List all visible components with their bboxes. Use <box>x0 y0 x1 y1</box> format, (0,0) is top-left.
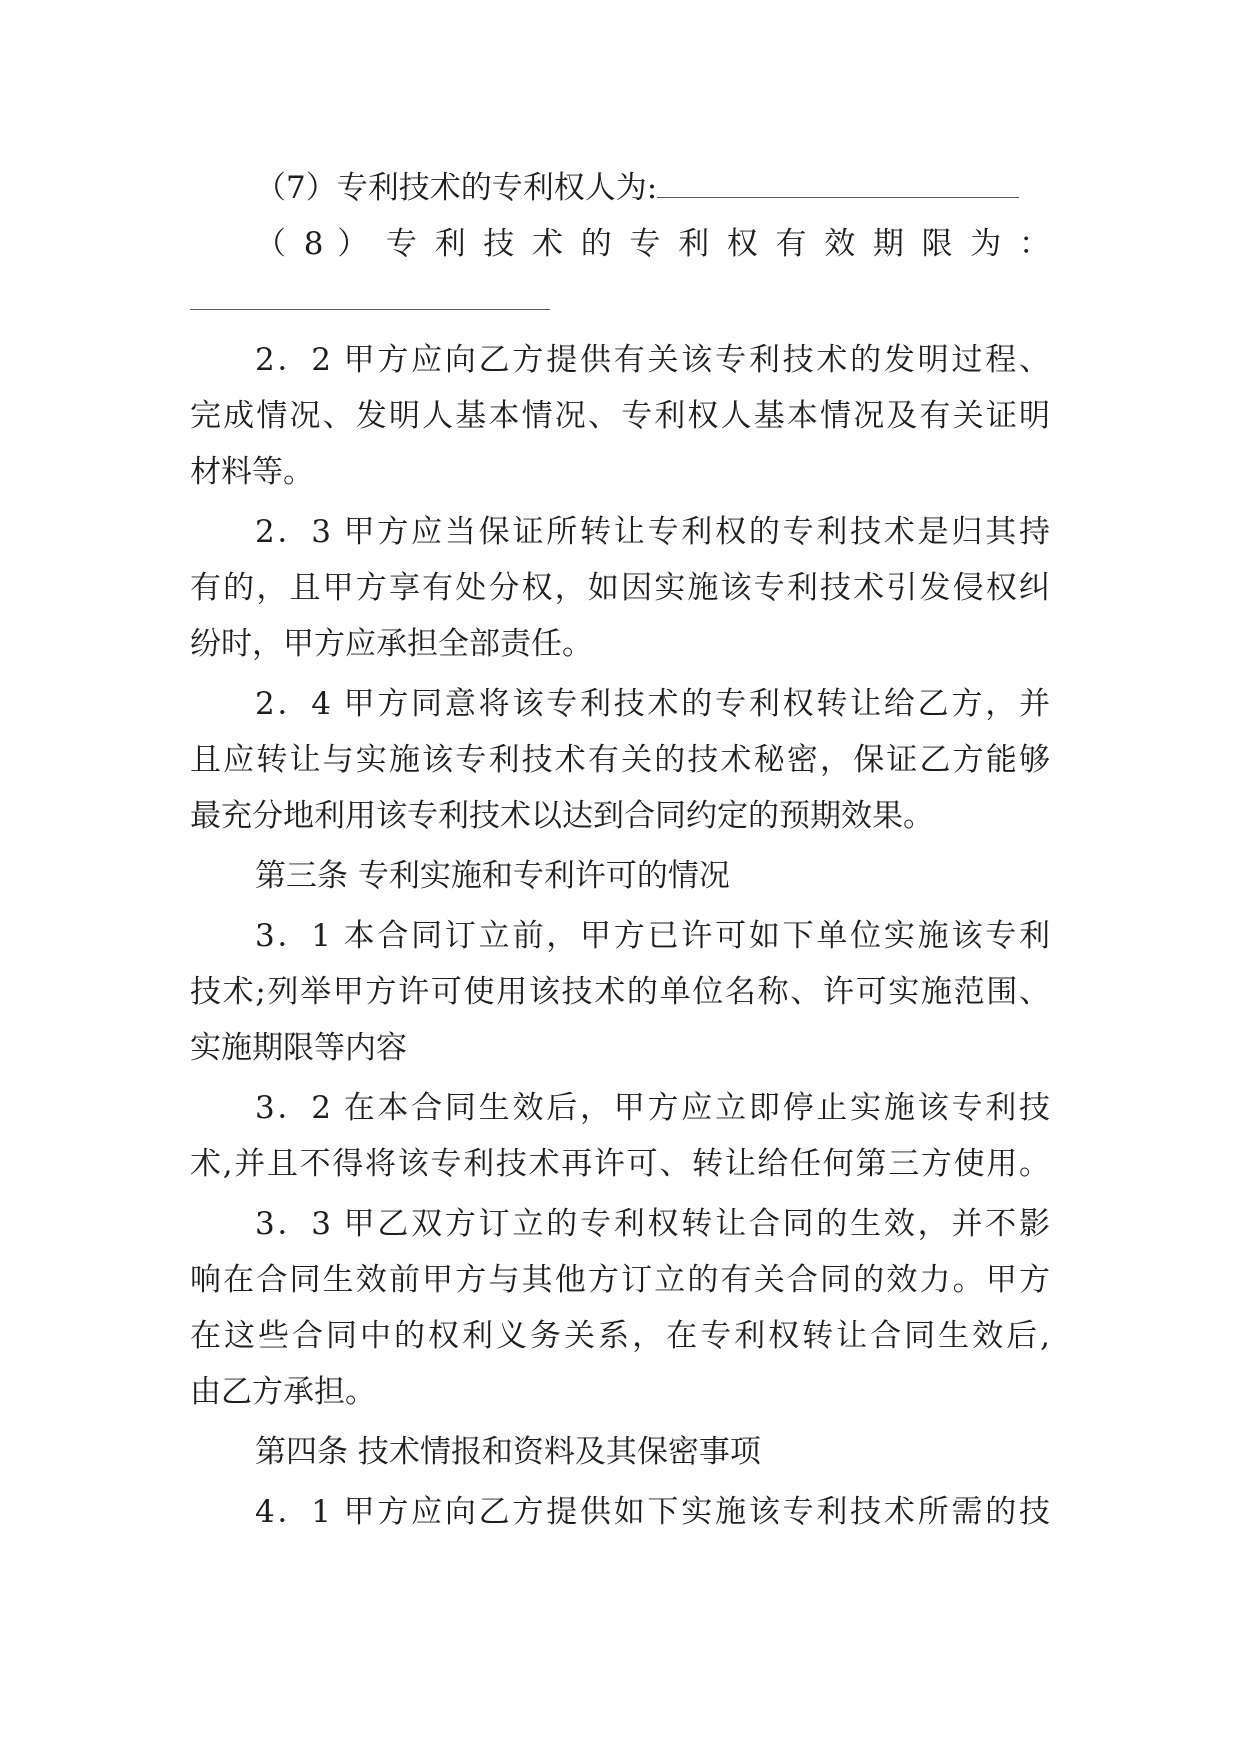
text-line: 实施期限等内容 <box>190 1030 407 1066</box>
line-text: （7）专利技术的专利权人为: <box>255 170 658 206</box>
fill-in-blank <box>190 281 550 310</box>
text-line: 最充分地利用该专利技术以达到合同约定的预期效果。 <box>190 798 934 834</box>
text-line <box>255 168 1050 208</box>
text-line: 术,并且不得将该专利技术再许可、转让给任何第三方使用。 <box>190 1146 1050 1182</box>
text-line: 且应转让与实施该专利技术有关的技术秘密，保证乙方能够 <box>190 742 1050 778</box>
text-line: 由乙方承担。 <box>190 1374 376 1410</box>
text-line: 在这些合同中的权利义务关系，在专利权转让合同生效后, <box>190 1318 1050 1354</box>
text-line: 3．3 甲乙双方订立的专利权转让合同的生效，并不影 <box>255 1206 1050 1242</box>
text-line: 材料等。 <box>190 454 314 490</box>
text-line: 有的，且甲方享有处分权，如因实施该专利技术引发侵权纠 <box>190 570 1050 606</box>
text-line: 技术;列举甲方许可使用该技术的单位名称、许可实施范围、 <box>190 974 1050 1010</box>
text-line: 4．1 甲方应向乙方提供如下实施该专利技术所需的技 <box>255 1494 1050 1530</box>
text-line: 响在合同生效前甲方与其他方订立的有关合同的效力。甲方 <box>190 1262 1050 1298</box>
text-line: 2．3 甲方应当保证所转让专利权的专利技术是归其持 <box>255 514 1050 550</box>
text-line <box>190 280 1050 320</box>
section-heading: 第四条 技术情报和资料及其保密事项 <box>255 1434 761 1470</box>
fill-in-blank <box>657 169 1019 198</box>
text-line: 纷时，甲方应承担全部责任。 <box>190 626 593 662</box>
text-line: 3．1 本合同订立前，甲方已许可如下单位实施该专利 <box>255 918 1050 954</box>
text-line: 2．2 甲方应向乙方提供有关该专利技术的发明过程、 <box>255 342 1050 378</box>
text-line: 2．4 甲方同意将该专利技术的专利权转让给乙方，并 <box>255 686 1050 722</box>
text-line: 完成情况、发明人基本情况、专利权人基本情况及有关证明 <box>190 398 1050 434</box>
text-line: 3．2 在本合同生效后，甲方应立即停止实施该专利技 <box>255 1090 1050 1126</box>
section-heading: 第三条 专利实施和专利许可的情况 <box>255 858 730 894</box>
text-line: （ 8 ） 专 利 技 术 的 专 利 权 有 效 期 限 为 ： <box>255 226 1050 262</box>
